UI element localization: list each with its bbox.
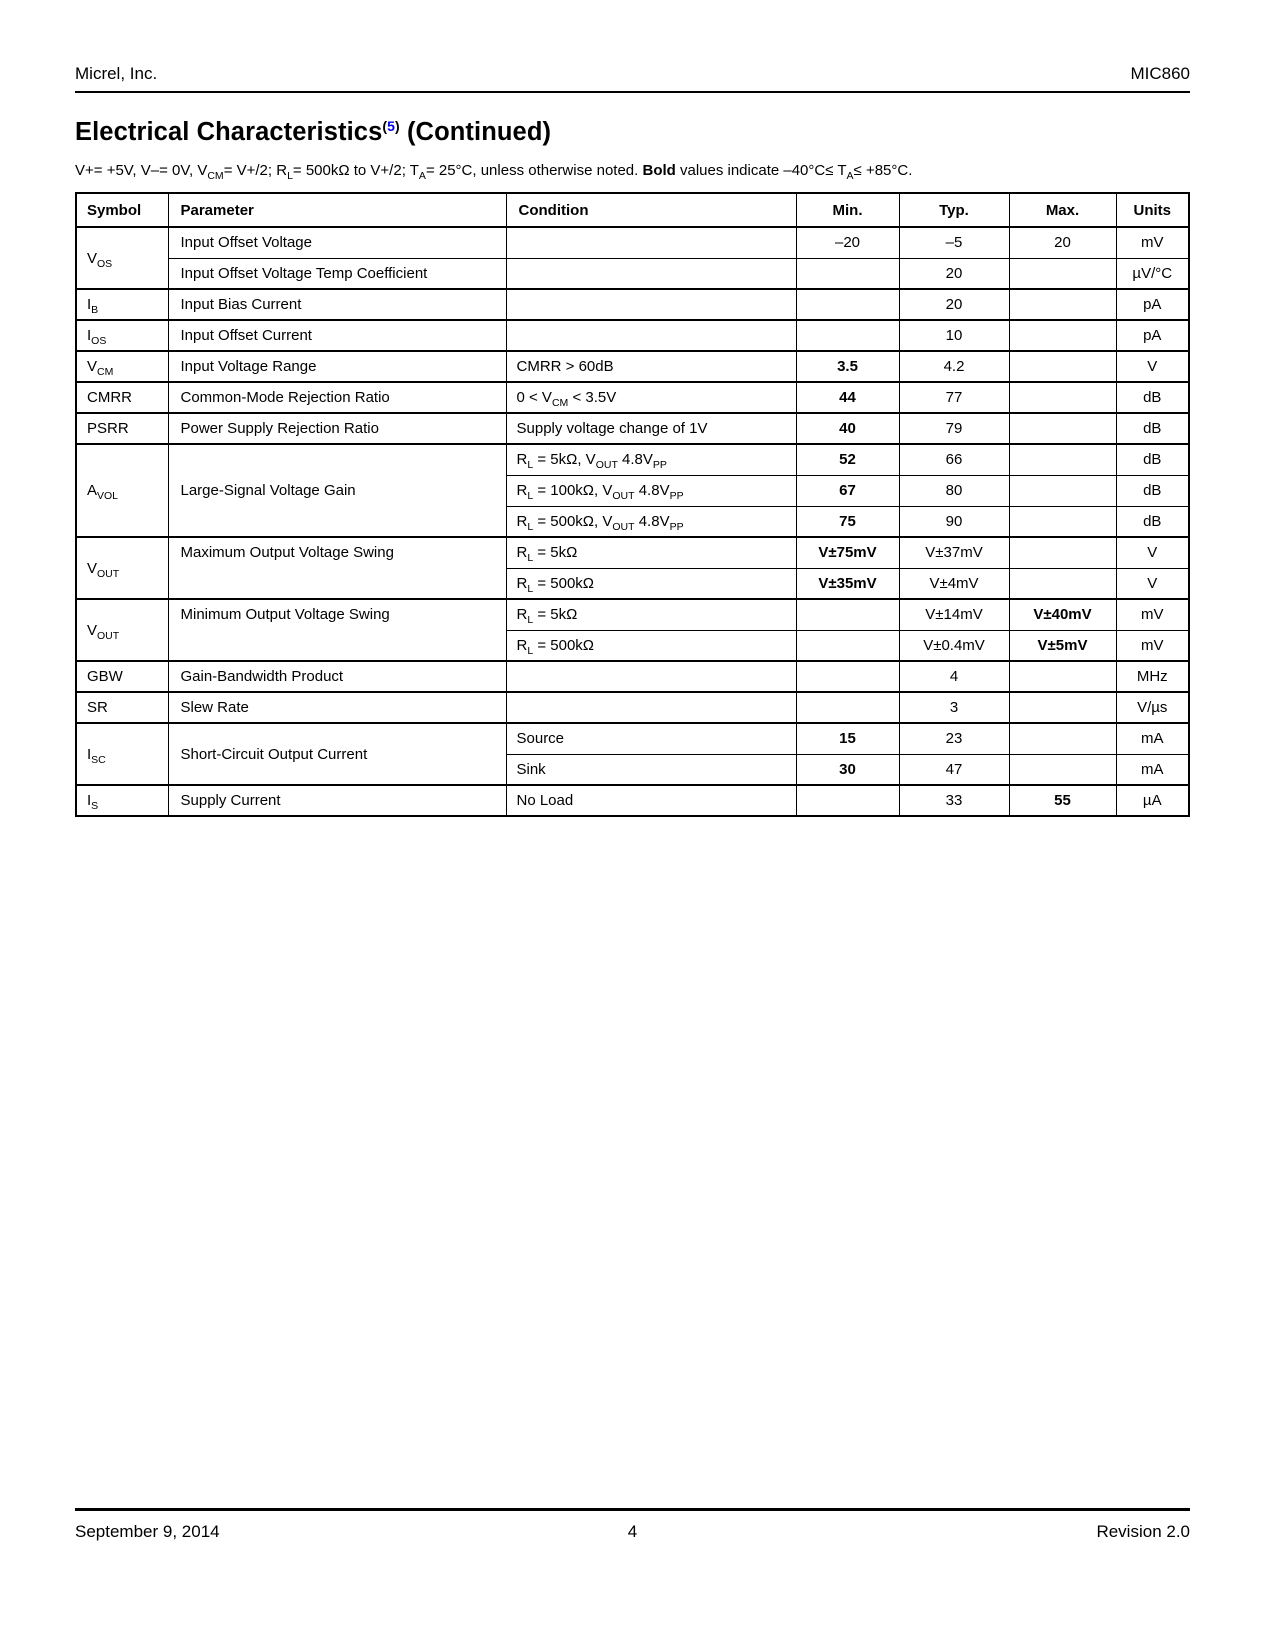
min-cell <box>796 692 899 723</box>
max-cell: V±5mV <box>1009 630 1116 661</box>
typ-cell: 33 <box>899 785 1009 816</box>
section-title-text: Electrical Characteristics <box>75 118 383 146</box>
footnote-ref-link[interactable]: 5 <box>387 118 396 134</box>
max-cell <box>1009 320 1116 351</box>
typ-cell: 10 <box>899 320 1009 351</box>
typ-cell: 77 <box>899 382 1009 413</box>
symbol-cell: $I_B$ <box>76 289 168 320</box>
min-cell <box>796 258 899 289</box>
typ-cell: –5 <box>899 227 1009 258</box>
min-cell: 52 <box>796 444 899 475</box>
typ-cell: V±0.4mV <box>899 630 1009 661</box>
page-header <box>75 64 1190 84</box>
max-cell <box>1009 754 1116 785</box>
footer-page-number: 4 <box>627 1522 638 1541</box>
units-cell: V/µs <box>1116 692 1189 723</box>
max-cell <box>1009 351 1116 382</box>
max-cell <box>1009 258 1116 289</box>
max-cell: 20 <box>1009 227 1116 258</box>
units-cell: MHz <box>1116 661 1189 692</box>
table-row <box>76 227 1189 258</box>
footer-rule <box>75 1508 1190 1511</box>
parameter-cell: Slew Rate <box>168 692 506 723</box>
footer-revision: Revision 2.0 <box>1096 1522 1191 1541</box>
min-cell <box>796 630 899 661</box>
min-cell: V±75mV <box>796 537 899 568</box>
min-cell: 3.5 <box>796 351 899 382</box>
units-cell: V <box>1116 351 1189 382</box>
typ-cell: 66 <box>899 444 1009 475</box>
footnote-superscript: (5) <box>382 118 400 134</box>
min-cell: 40 <box>796 413 899 444</box>
condition-cell: $R_L = 5k\Omega$ <box>506 599 796 630</box>
symbol-cell: GBW <box>76 661 168 692</box>
table-row <box>76 258 1189 289</box>
units-cell: pA <box>1116 289 1189 320</box>
table-row <box>76 351 1189 382</box>
min-cell <box>796 661 899 692</box>
max-cell: V±40mV <box>1009 599 1116 630</box>
condition-cell <box>506 289 796 320</box>
conditions-text: V+= +5V, V–= 0V, $V_{CM}= V+/2$; $R_L= 500k\Omega$ to V+/2; $T_A= 25^\circ C$, unless otherwise noted. <box>75 162 643 182</box>
units-cell: mV <box>1116 599 1189 630</box>
parameter-cell: Large-Signal Voltage Gain <box>168 444 506 537</box>
parameter-cell: Input Offset Voltage Temp Coefficient <box>168 258 506 289</box>
condition-cell: $R_L = 500k\Omega$ <box>506 630 796 661</box>
condition-cell <box>506 258 796 289</box>
max-cell <box>1009 413 1116 444</box>
col-header-min: Min. <box>796 193 899 227</box>
condition-cell <box>506 227 796 258</box>
condition-cell: Supply voltage change of 1V <box>506 413 796 444</box>
max-cell: 55 <box>1009 785 1116 816</box>
typ-cell: V±37mV <box>899 537 1009 568</box>
typ-cell: 47 <box>899 754 1009 785</box>
parameter-cell: Minimum Output Voltage Swing <box>168 599 506 661</box>
footer-row <box>75 1522 1190 1542</box>
max-cell <box>1009 568 1116 599</box>
col-header-condition: Condition <box>506 193 796 227</box>
parameter-cell: Power Supply Rejection Ratio <box>168 413 506 444</box>
condition-cell: $R_L = 5k\Omega$, $V_{OUT}$ $4.8V_{PP}$ <box>506 444 796 475</box>
table-row <box>76 382 1189 413</box>
table-row <box>76 785 1189 816</box>
condition-cell: Source <box>506 723 796 754</box>
symbol-cell: PSRR <box>76 413 168 444</box>
header-company: Micrel, Inc. <box>75 64 158 83</box>
typ-cell: V±4mV <box>899 568 1009 599</box>
typ-cell: 20 <box>899 289 1009 320</box>
condition-cell: CMRR > 60dB <box>506 351 796 382</box>
max-cell <box>1009 444 1116 475</box>
col-header-symbol: Symbol <box>76 193 168 227</box>
units-cell: dB <box>1116 444 1189 475</box>
parameter-cell: Supply Current <box>168 785 506 816</box>
max-cell <box>1009 723 1116 754</box>
units-cell: dB <box>1116 475 1189 506</box>
symbol-cell: $V_{OUT}$ <box>76 537 168 599</box>
parameter-cell: Maximum Output Voltage Swing <box>168 537 506 599</box>
min-cell <box>796 785 899 816</box>
symbol-cell: $I_{SC}$ <box>76 723 168 785</box>
page-footer <box>75 1508 1190 1542</box>
typ-cell: 20 <box>899 258 1009 289</box>
min-cell: 30 <box>796 754 899 785</box>
max-cell <box>1009 661 1116 692</box>
typ-cell: 4.2 <box>899 351 1009 382</box>
table-row <box>76 289 1189 320</box>
condition-cell: $R_L = 100k\Omega$, $V_{OUT}$ $4.8V_{PP}$ <box>506 475 796 506</box>
units-cell: dB <box>1116 413 1189 444</box>
symbol-cell: $A_{VOL}$ <box>76 444 168 537</box>
col-header-typ: Typ. <box>899 193 1009 227</box>
symbol-cell: $I_{OS}$ <box>76 320 168 351</box>
min-cell: V±35mV <box>796 568 899 599</box>
min-cell <box>796 599 899 630</box>
typ-cell: 79 <box>899 413 1009 444</box>
col-header-units: Units <box>1116 193 1189 227</box>
condition-cell: $R_L = 500k\Omega$ <box>506 568 796 599</box>
max-cell <box>1009 692 1116 723</box>
section-title <box>75 118 1190 147</box>
symbol-cell: $V_{OS}$ <box>76 227 168 289</box>
table-row <box>76 661 1189 692</box>
units-cell: mV <box>1116 227 1189 258</box>
units-cell: pA <box>1116 320 1189 351</box>
conditions-bold-word: Bold <box>642 162 676 179</box>
condition-cell: $0 < V_{CM} < 3.5V$ <box>506 382 796 413</box>
units-cell: dB <box>1116 382 1189 413</box>
test-conditions <box>75 162 1190 182</box>
units-cell: µA <box>1116 785 1189 816</box>
max-cell <box>1009 475 1116 506</box>
max-cell <box>1009 537 1116 568</box>
units-cell: V <box>1116 537 1189 568</box>
min-cell: –20 <box>796 227 899 258</box>
typ-cell: V±14mV <box>899 599 1009 630</box>
table-row <box>76 444 1189 475</box>
parameter-cell: Gain-Bandwidth Product <box>168 661 506 692</box>
parameter-cell: Input Offset Voltage <box>168 227 506 258</box>
table-row <box>76 320 1189 351</box>
typ-cell: 80 <box>899 475 1009 506</box>
parameter-cell: Short-Circuit Output Current <box>168 723 506 785</box>
units-cell: mA <box>1116 723 1189 754</box>
max-cell <box>1009 382 1116 413</box>
condition-cell: $R_L = 5k\Omega$ <box>506 537 796 568</box>
header-part-number: MIC860 <box>1130 64 1190 83</box>
condition-cell: No Load <box>506 785 796 816</box>
parameter-cell: Common-Mode Rejection Ratio <box>168 382 506 413</box>
typ-cell: 4 <box>899 661 1009 692</box>
condition-cell <box>506 320 796 351</box>
condition-cell <box>506 692 796 723</box>
page-content <box>75 0 1190 817</box>
max-cell <box>1009 289 1116 320</box>
typ-cell: 90 <box>899 506 1009 537</box>
conditions-text-tail: values indicate $-40^\circ C\le T_A\le +85^\circ C$. <box>675 162 913 182</box>
typ-cell: 3 <box>899 692 1009 723</box>
symbol-cell: $I_S$ <box>76 785 168 816</box>
table-row <box>76 537 1189 568</box>
parameter-cell: Input Bias Current <box>168 289 506 320</box>
symbol-cell: $V_{OUT}$ <box>76 599 168 661</box>
table-row <box>76 599 1189 630</box>
min-cell: 15 <box>796 723 899 754</box>
header-rule <box>75 91 1190 93</box>
min-cell <box>796 320 899 351</box>
units-cell: V <box>1116 568 1189 599</box>
footer-date: September 9, 2014 <box>75 1522 220 1541</box>
units-cell: dB <box>1116 506 1189 537</box>
condition-cell: $R_L = 500k\Omega$, $V_{OUT}$ $4.8V_{PP}$ <box>506 506 796 537</box>
section-title-continued: (Continued) <box>399 118 552 146</box>
parameter-cell: Input Voltage Range <box>168 351 506 382</box>
min-cell: 67 <box>796 475 899 506</box>
table-row <box>76 413 1189 444</box>
parameter-cell: Input Offset Current <box>168 320 506 351</box>
min-cell: 44 <box>796 382 899 413</box>
min-cell <box>796 289 899 320</box>
max-cell <box>1009 506 1116 537</box>
units-cell: mV <box>1116 630 1189 661</box>
symbol-cell: SR <box>76 692 168 723</box>
table-row <box>76 692 1189 723</box>
symbol-cell: $V_{CM}$ <box>76 351 168 382</box>
col-header-max: Max. <box>1009 193 1116 227</box>
table-header-row <box>76 193 1189 227</box>
min-cell: 75 <box>796 506 899 537</box>
units-cell: µV/°C <box>1116 258 1189 289</box>
table-row <box>76 723 1189 754</box>
typ-cell: 23 <box>899 723 1009 754</box>
electrical-characteristics-table <box>75 192 1190 817</box>
condition-cell <box>506 661 796 692</box>
condition-cell: Sink <box>506 754 796 785</box>
symbol-cell: CMRR <box>76 382 168 413</box>
units-cell: mA <box>1116 754 1189 785</box>
col-header-parameter: Parameter <box>168 193 506 227</box>
